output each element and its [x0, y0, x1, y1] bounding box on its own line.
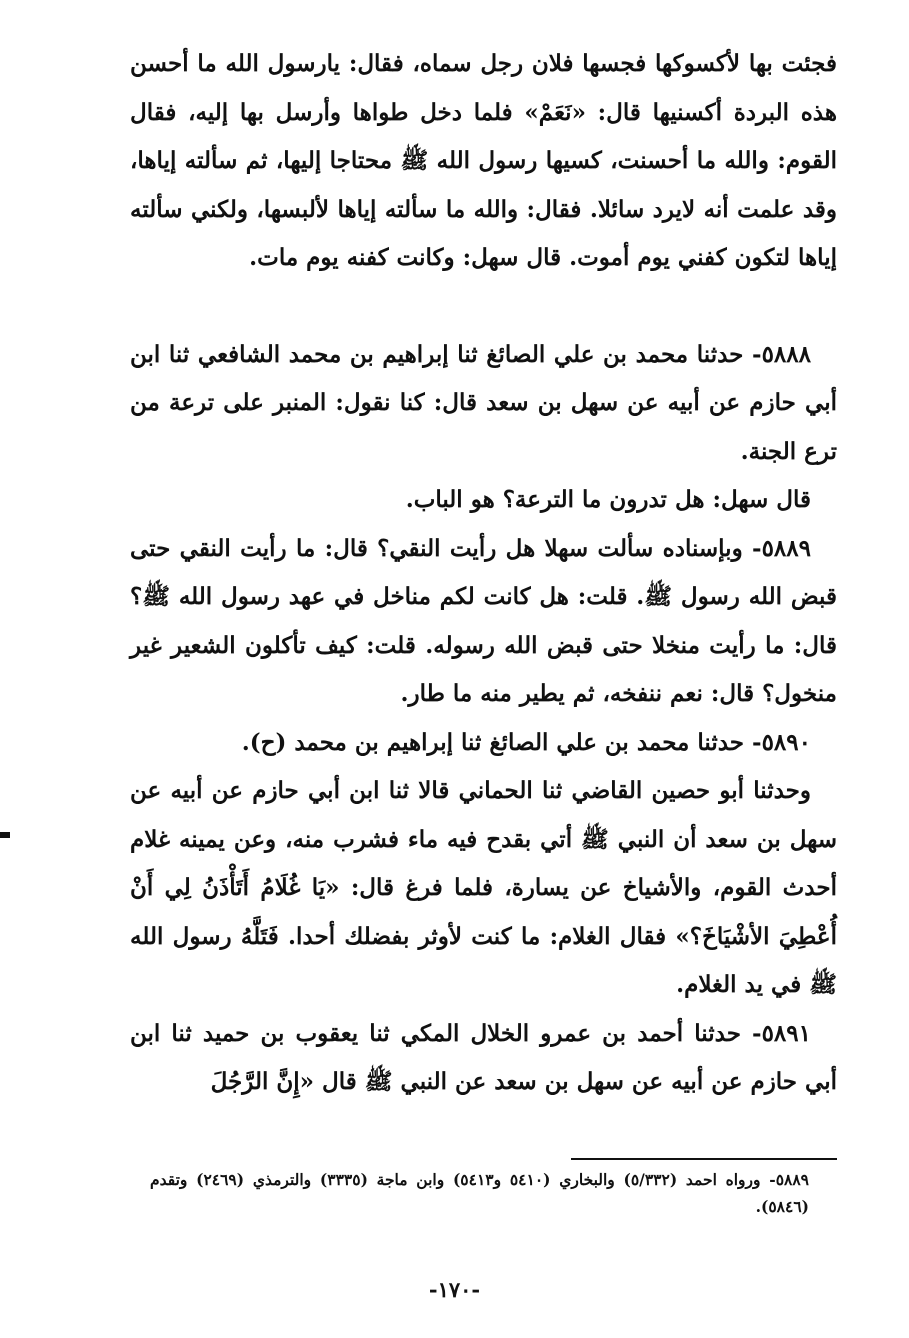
margin-mark [0, 832, 10, 838]
footnote-divider [571, 1158, 837, 1160]
hadith-5890-chain: ٥٨٩٠- حدثنا محمد بن علي الصائغ ثنا إبراهيم بن محمد (ح). [241, 728, 811, 756]
hadith-5890: وحدثنا أبو حصين القاضي ثنا الحماني قالا ثنا ابن أبي حازم عن أبيه عن سهل بن سعد أن النبي ﷺ أتي بقدح فيه ماء فشرب منه، وعن يمينه غلام أحدث القوم، والأشياخ عن يسارة، فلما فرغ قال: «يَا غُلَامُ أَتَأْذَنُ لِي أَنْ أُعْطِيَ الأشْيَاخَ؟» فقال الغلام: ما كنت لأوثر بفضلك أحدا. فَتَلَّهُ رسول الله ﷺ في يد الغلام. [130, 777, 837, 998]
paragraph-continuation: فجئت بها لأكسوكها فجسها فلان رجل سماه، فقال: يارسول الله ما أحسن هذه البردة أكسنيها قال: «نَعَمْ» فلما دخل طواها وأرسل بها إليه، فقال القوم: والله ما أحسنت، كسيها رسول الله ﷺ محتاجا إليها، ثم سألته إياها، وقد علمت أنه لايرد سائلا. فقال: والله ما سألته إياها لألبسها، ولكني سألته إياها لتكون كفني يوم أموت. قال سهل: وكانت كفنه يوم مات. [130, 50, 837, 271]
hadith-5888-note: قال سهل: هل تدرون ما الترعة؟ هو الباب. [405, 486, 811, 513]
page-number: -١٧٠- [428, 1277, 481, 1302]
hadith-5889: ٥٨٨٩- وبإسناده سألت سهلا هل رأيت النقي؟ قال: ما رأيت النقي حتى قبض الله رسول ﷺ. قلت: هل كانت لكم مناخل في عهد رسول الله ﷺ؟ قال: ما رأيت منخلا حتى قبض الله رسوله. قلت: كيف تأكلون الشعير غير منخول؟ قال: نعم ننفخه، ثم يطير منه ما طار. [130, 534, 837, 707]
footnote: ٥٨٨٩- ورواه احمد (٥/٣٣٢) والبخاري (٥٤١٠ و٥٤١٣) وابن ماجة (٣٣٣٥) والترمذي (٢٤٦٩) وتقدم (٥٨٤٦). [150, 1170, 810, 1216]
hadith-5891: ٥٨٩١- حدثنا أحمد بن عمرو الخلال المكي ثنا يعقوب بن حميد ثنا ابن أبي حازم عن أبيه عن سهل بن سعد عن النبي ﷺ قال «إِنَّ الرَّجُلَ [130, 1019, 837, 1095]
hadith-5888: ٥٨٨٨- حدثنا محمد بن علي الصائغ ثنا إبراهيم بن محمد الشافعي ثنا ابن أبي حازم عن أبيه عن سهل بن سعد قال: كنا نقول: المنبر على ترعة من ترع الجنة. [130, 340, 837, 465]
page-body [130, 40, 837, 1338]
block-gap [130, 283, 837, 331]
